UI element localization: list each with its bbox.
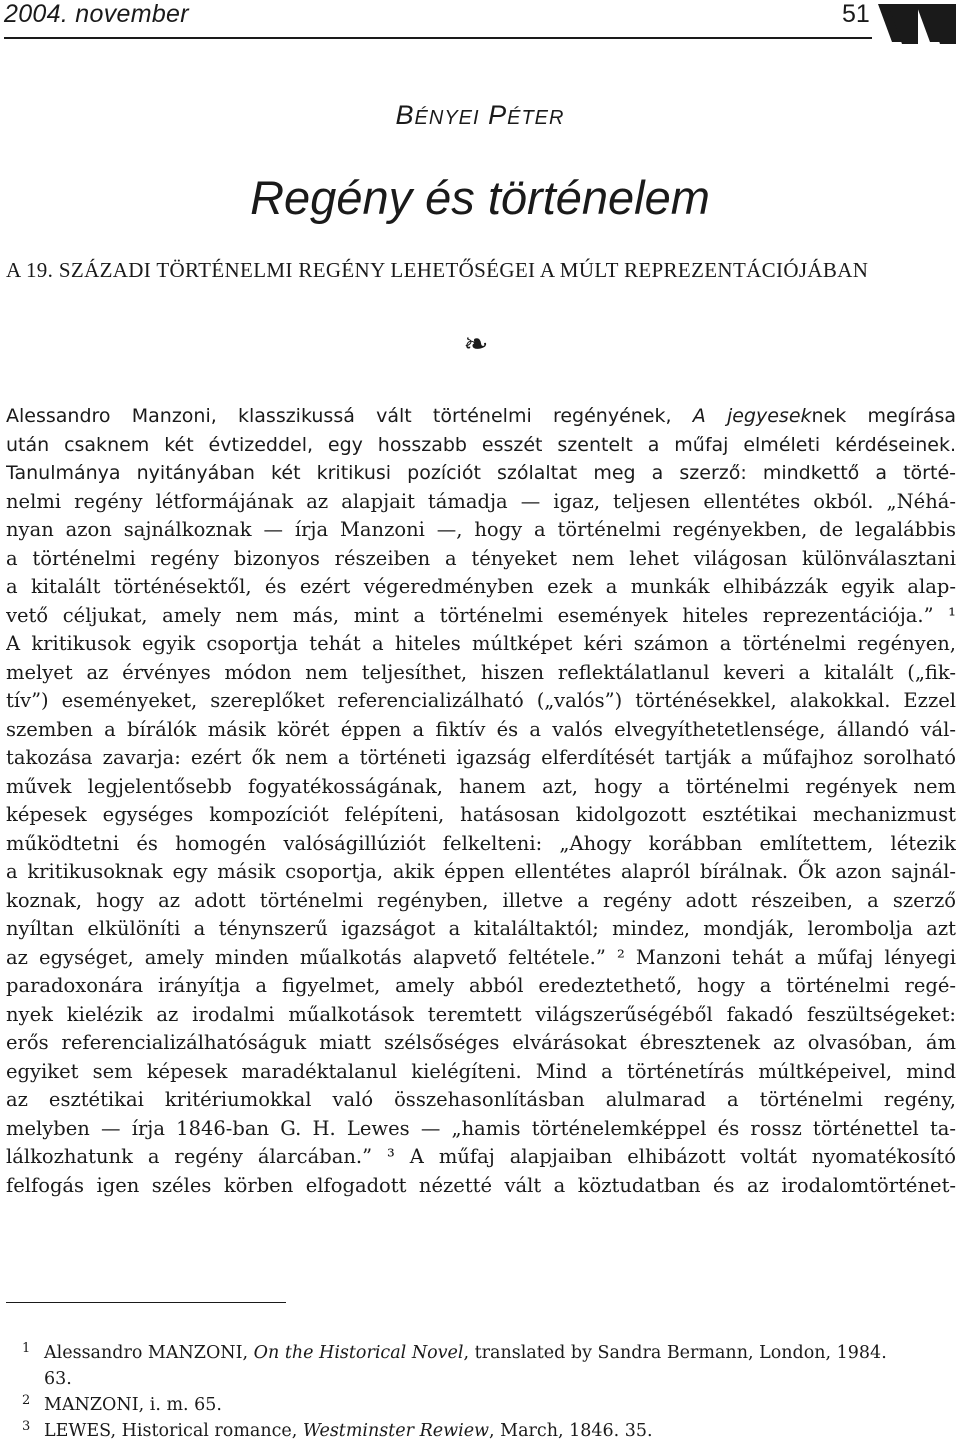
- footnote-rule: [6, 1302, 286, 1303]
- author-name: BÉNYEI PÉTER: [395, 100, 565, 130]
- body-line: után csaknem két évtizeddel, egy hosszabb esszét szentelt a műfaj elméleti kérdéseinek.: [6, 433, 956, 456]
- article-subtitle: A 19. SZÁZADI TÖRTÉNELMI REGÉNY LEHETŐSÉGEI A MÚLT REPREZENTÁCIÓJÁBAN: [6, 258, 869, 282]
- footnote-text: LEWES, Historical romance, Westminster Rewiew, March, 1846. 35.: [44, 1421, 653, 1441]
- article-title: Regény és történelem: [250, 171, 710, 224]
- body-line: nyan azon sajnálkoznak — írja Manzoni —, hogy a történelmi regényekben, de legalábbis: [6, 518, 956, 541]
- journal-logo-icon: [878, 4, 956, 44]
- body-line: a kitalált történésektől, és ezért végeredményben ezek a munkák elhibázzák egyik alap-: [6, 575, 956, 598]
- body-line: paradoxonára irányítja a figyelmet, amely abból eredeztethető, hogy a történelmi regé-: [6, 974, 956, 997]
- footnote-item: [6, 1418, 956, 1444]
- body-line: melyben — írja 1846-ban G. H. Lewes — „hamis történelemképpel és rossz történettel ta-: [6, 1116, 956, 1140]
- footnote-item: [6, 1340, 956, 1366]
- body-line: melyet az érvényes módon nem teljesíthet, hiszen reflektálatlanul keveri a kitalált („fik-: [6, 660, 956, 684]
- body-line: működtetni és homogén valóságillúziót felkelteni: „Ahogy korábban említettem, létezik: [6, 831, 956, 855]
- body-line: az esztétikai kritériumokkal való összehasonlításban alulmarad a történelmi regény,: [6, 1088, 956, 1111]
- footnote-text: Alessandro MANZONI, On the Historical Novel, translated by Sandra Bermann, London, 1984.: [44, 1343, 887, 1363]
- page-number: 51: [842, 0, 870, 28]
- body-line: nelmi regény létformájának az alapjait támadja — igaz, teljesen ellentétes okból. „Néhá-: [6, 489, 956, 513]
- body-line: az egységet, amely minden műalkotás alapvető feltétele.” ² Manzoni tehát a műfaj lényegi: [6, 945, 956, 969]
- header-rule: [4, 37, 872, 39]
- body-line: Alessandro Manzoni, klasszikussá vált történelmi regényének, A jegyeseknek megírása: [6, 405, 956, 427]
- footnote-number: 1: [22, 1341, 31, 1356]
- body-line: művek legjelentősebb fogyatékosságának, hanem azt, hogy a történelmi regények nem: [6, 774, 956, 798]
- body-line: lálkozhatunk a regény álarcában.” ³ A műfaj alapjaiban elhibázott voltát nyomatékosító: [6, 1145, 956, 1168]
- footnote-number: 3: [22, 1419, 31, 1434]
- body-line: a kritikusoknak egy másik csoportja, akik éppen ellentétes alapról bírálnak. Ők azon sajnál-: [6, 860, 956, 883]
- body-line: szemben a bírálók másik körét éppen a fiktív és a valós elvegyíthetetlensége, állandó vál-: [6, 717, 956, 741]
- body-line: erős referencializálhatóságuk miatt szélsőséges elvárásokat ébresztenek az olvasóban, ám: [6, 1031, 956, 1054]
- footnote-continuation: 63.: [44, 1369, 72, 1389]
- body-line: felfogás igen széles körben elfogadott nézetté vált a köztudatban és az irodalomtörténet-: [6, 1173, 956, 1197]
- body-line: a történelmi regény bizonyos részeiben a tényeket nem lehet világosan különválasztani: [6, 546, 956, 570]
- body-line: koznak, hogy az adott történelmi regényben, illetve a regény adott részeiben, a szerző: [6, 888, 956, 912]
- body-line: Tanulmánya nyitányában két kritikusi pozíciót szólaltat meg a szerző: mindkettő a törté-: [6, 462, 956, 484]
- issue-date: 2004. november: [4, 0, 189, 28]
- body-line: vető céljukat, amely nem más, mint a történelmi események hiteles reprezentációja.” ¹: [6, 603, 956, 627]
- body-line: nyíltan elkülöníti a ténynszerű igazságot a kitaláltaktól; mindez, mondják, lerombolja azt: [6, 917, 956, 940]
- body-line: A kritikusok egyik csoportja tehát a hiteles múltképet kéri számon a történelmi regényen,: [6, 632, 956, 655]
- ornament-icon: ❧: [463, 327, 489, 362]
- footnotes: [6, 1340, 956, 1444]
- body-line: nyek kielézik az irodalmi műalkotások teremtett világszerűségéből fakadó feszültségeket:: [6, 1002, 956, 1026]
- body-line: tív”) eseményeket, szereplőket referencializálható („valós”) történésekkel, alakokkal. Ezzel: [6, 689, 956, 712]
- body-text: [6, 402, 956, 1200]
- body-line: képesek egységes kompozíciót felépíteni, hatásosan kidolgozott esztétikai mechanizmust: [6, 803, 956, 826]
- footnote-item: [6, 1392, 956, 1418]
- footnote-text: MANZONI, i. m. 65.: [44, 1395, 222, 1415]
- body-line: takozása zavarja: ezért ők nem a történeti igazság elferdítését tartják a műfajhoz sorolható: [6, 746, 956, 769]
- footnote-number: 2: [22, 1393, 31, 1408]
- page-header: [0, 0, 960, 48]
- body-line: egyiket sem képesek maradéktalanul kielégíteni. Mind a történetírás múltképeivel, mind: [6, 1059, 956, 1083]
